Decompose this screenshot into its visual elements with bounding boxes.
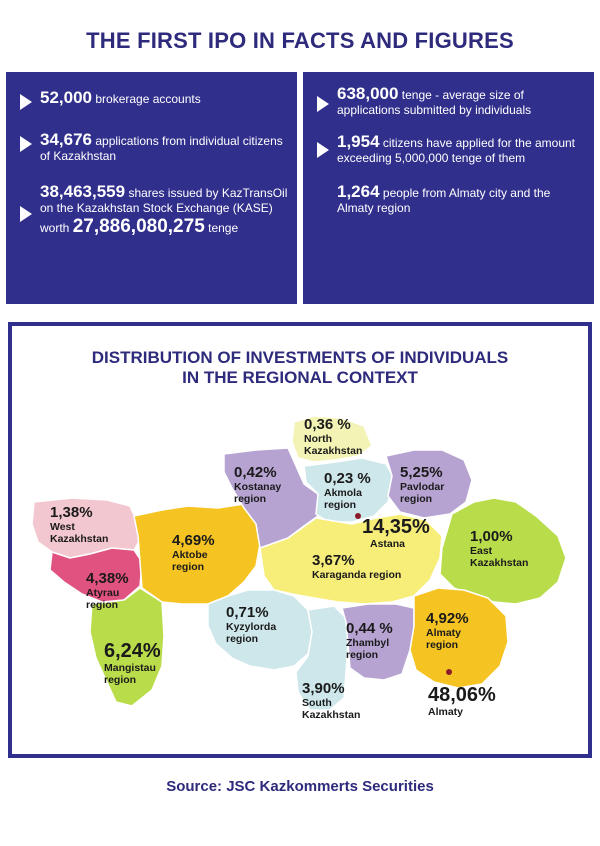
fact-text: people from Almaty city and the Almaty region: [337, 186, 551, 215]
fact-text: applications from individual citizens of Kazakhstan: [40, 134, 283, 163]
page-title: THE FIRST IPO IN FACTS AND FIGURES: [86, 28, 514, 53]
regional-map-panel: [8, 322, 592, 758]
fact-average-size: [317, 86, 586, 118]
fact-text: tenge - average size of applications submitted by individuals: [337, 88, 532, 117]
arrow-icon: [20, 206, 32, 222]
label-almaty-region: 4,92% Almaty region: [426, 610, 469, 651]
fact-text: citizens have applied for the amount exceeding 5,000,000 tenge of them: [337, 136, 576, 165]
facts-panel-left: [6, 72, 297, 304]
label-south-kazakhstan: 3,90% South Kazakhstan: [302, 680, 361, 721]
fact-unit: tenge: [208, 221, 239, 235]
map-title-line-2: IN THE REGIONAL CONTEXT: [182, 368, 418, 387]
fact-text: brokerage accounts: [95, 92, 201, 106]
fact-big-number: 27,886,080,275: [72, 216, 205, 237]
arrow-icon: [20, 136, 32, 152]
fact-number: 52,000: [40, 88, 92, 107]
label-almaty-city: 48,06% Almaty: [428, 684, 496, 718]
label-pavlodar: 5,25% Pavlodar region: [400, 464, 445, 505]
fact-large-applicants: [317, 134, 586, 166]
label-zhambyl: 0,44 % Zhambyl region: [346, 620, 393, 661]
fact-number: 1,264: [337, 182, 380, 201]
fact-number: 1,954: [337, 132, 380, 151]
label-kyzylorda: 0,71% Kyzylorda region: [226, 604, 277, 645]
label-astana: 14,35% Astana: [362, 516, 430, 550]
fact-text: shares issued by KazTransOil on the Kazakhstan Stock Exchange (KASE) worth: [40, 186, 288, 235]
label-atyrau: 4,38% Atyrau region: [86, 570, 129, 611]
label-west-kazakhstan: 1,38% West Kazakhstan: [50, 504, 109, 545]
fact-brokerage-accounts: [20, 90, 289, 107]
arrow-icon: [317, 142, 329, 158]
facts-panel-right: [303, 72, 594, 304]
almaty-city-dot: [446, 669, 452, 675]
fact-number: 638,000: [337, 84, 399, 103]
arrow-icon: [317, 96, 329, 112]
astana-city-dot: [355, 513, 361, 519]
arrow-icon: [20, 94, 32, 110]
label-mangistau: 6,24% Mangistau region: [104, 640, 161, 686]
fact-applications: [20, 132, 289, 164]
fact-shares-issued: [20, 184, 289, 238]
label-karaganda: 3,67% Karaganda region: [312, 552, 402, 581]
fact-number: 38,463,559: [40, 182, 126, 201]
label-north-kazakhstan: 0,36 % North Kazakhstan: [304, 416, 363, 457]
label-aktobe: 4,69% Aktobe region: [172, 532, 215, 573]
fact-number: 34,676: [40, 130, 92, 149]
fact-almaty-people: [317, 184, 586, 216]
label-east-kazakhstan: 1,00% East Kazakhstan: [470, 528, 529, 569]
label-akmola: 0,23 % Akmola region: [324, 470, 371, 511]
label-kostanay: 0,42% Kostanay region: [234, 464, 282, 505]
source-credit: Source: JSC Kazkommerts Securities: [166, 778, 434, 795]
map-title-line-1: DISTRIBUTION OF INVESTMENTS OF INDIVIDUALS: [91, 348, 509, 367]
